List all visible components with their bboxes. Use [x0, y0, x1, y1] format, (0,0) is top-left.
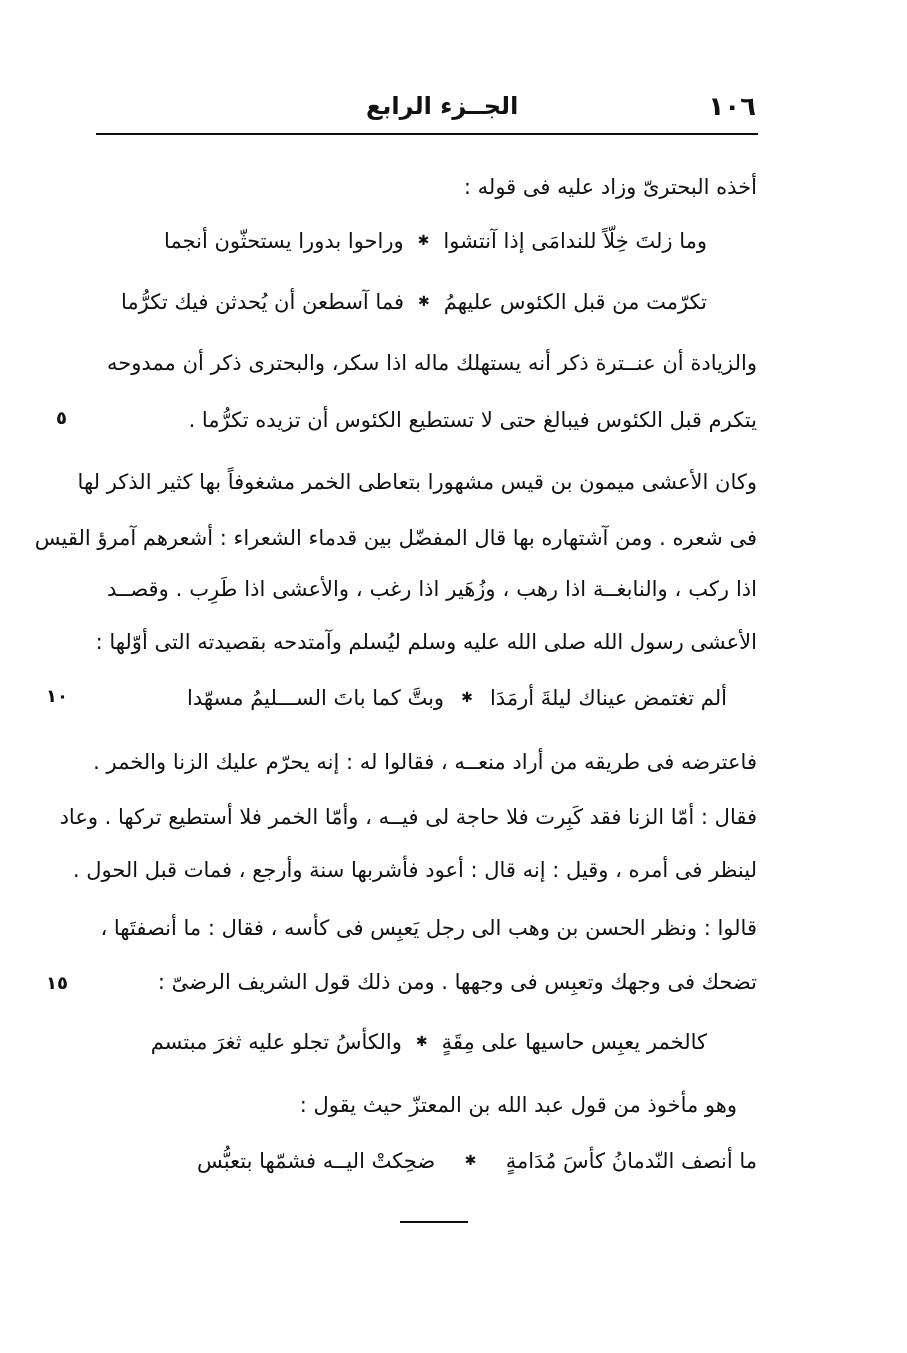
- line-number-marker: ٥: [56, 408, 67, 429]
- verse-hemistich: ألم تغتمض عيناك ليلةَ أرمَدَا: [489, 686, 727, 710]
- text-line-9: فقال : أمّا الزنا فقد كَبِرت فلا حاجة لى فيــه ، وأمّا الخمر فلا أستطيع تركها . وعاد: [59, 805, 757, 829]
- verse-line-2: [121, 287, 707, 317]
- line-number-marker: ١٠: [46, 686, 68, 707]
- verse-hemistich: ضحِكتْ اليــه فشمّها بتعبُّس: [197, 1149, 436, 1173]
- text-line-11: قالوا : ونظر الحسن بن وهب الى رجل يَعبِس فى كأسه ، فقال : ما أنصفتَها ،: [100, 916, 757, 940]
- verse-separator: ✱: [461, 690, 473, 706]
- text-line-13: وهو مأخوذ من قول عبد الله بن المعتزّ حيث يقول :: [299, 1093, 737, 1117]
- text-line-12: تضحك فى وجهك وتعبِس فى وجهها . ومن ذلك قول الشريف الرضىّ :: [157, 970, 757, 994]
- verse-hemistich: وما زلتَ خِلّاً للندامَى إذا آنتشوا: [443, 229, 707, 253]
- text-line-6: اذا ركب ، والنابغــة اذا رهب ، وزُهَير اذا رغب ، والأعشى اذا طَرِب . وقصــد: [107, 577, 757, 601]
- text-line-3: يتكرم قبل الكئوس فيبالغ حتى لا تستطيع الكئوس أن تزيده تكرُّما .: [188, 408, 757, 432]
- text-line-4: وكان الأعشى ميمون بن قيس مشهورا بتعاطى الخمر مشغوفاً بها كثير الذكر لها: [77, 470, 757, 494]
- line-number-marker: ١٥: [46, 973, 68, 994]
- verse-hemistich: تكرّمت من قبل الكئوس عليهمُ: [443, 290, 707, 314]
- end-rule: [400, 1221, 468, 1223]
- text-line-7: الأعشى رسول الله صلى الله عليه وسلم ليُسلم وآمتدحه بقصيدته التى أوّلها :: [95, 630, 757, 654]
- verse-separator: ✱: [464, 1153, 477, 1169]
- text-line-5: فى شعره . ومن آشتهاره بها قال المفضّل بين قدماء الشعراء : أشعرهم آمرؤ القيس: [34, 526, 757, 550]
- verse-hemistich: كالخمر يعبِس حاسيها على مِقَةٍ: [441, 1030, 707, 1054]
- text-line-1: أخذه البحترىّ وزاد عليه فى قوله :: [463, 175, 757, 199]
- verse-line-3: [187, 683, 727, 713]
- header-rule: [96, 133, 758, 135]
- verse-hemistich: وراحوا بدورا يستحثّون أنجما: [164, 229, 404, 253]
- page-header: [96, 88, 756, 128]
- verse-line-1: [164, 226, 707, 256]
- verse-separator: ✱: [418, 294, 430, 310]
- running-head: الجــزء الرابع: [366, 92, 519, 120]
- verse-separator: ✱: [417, 233, 430, 249]
- text-line-10: لينظر فى أمره ، وقيل : إنه قال : أعود فأشربها سنة وأرجع ، فمات قبل الحول .: [72, 858, 757, 882]
- verse-hemistich: فما آسطعن أن يُحدثن فيك تكرُّما: [121, 290, 405, 314]
- verse-line-4: [150, 1027, 707, 1057]
- page-number: ١٠٦: [708, 92, 756, 122]
- verse-line-5: [197, 1146, 757, 1176]
- verse-separator: ✱: [415, 1034, 428, 1050]
- verse-hemistich: ما أنصف النّدمانُ كأسَ مُدَامةٍ: [505, 1149, 757, 1173]
- verse-hemistich: والكأسُ تجلو عليه ثغرَ مبتسم: [150, 1030, 402, 1054]
- text-line-8: فاعترضه فى طريقه من أراد منعــه ، فقالوا له : إنه يحرّم عليك الزنا والخمر .: [93, 750, 757, 774]
- verse-hemistich: وبتَّ كما باتَ الســـليمُ مسهّدا: [187, 686, 445, 710]
- text-line-2: والزيادة أن عنــترة ذكر أنه يستهلك ماله اذا سكر، والبحترى ذكر أن ممدوحه: [107, 351, 757, 375]
